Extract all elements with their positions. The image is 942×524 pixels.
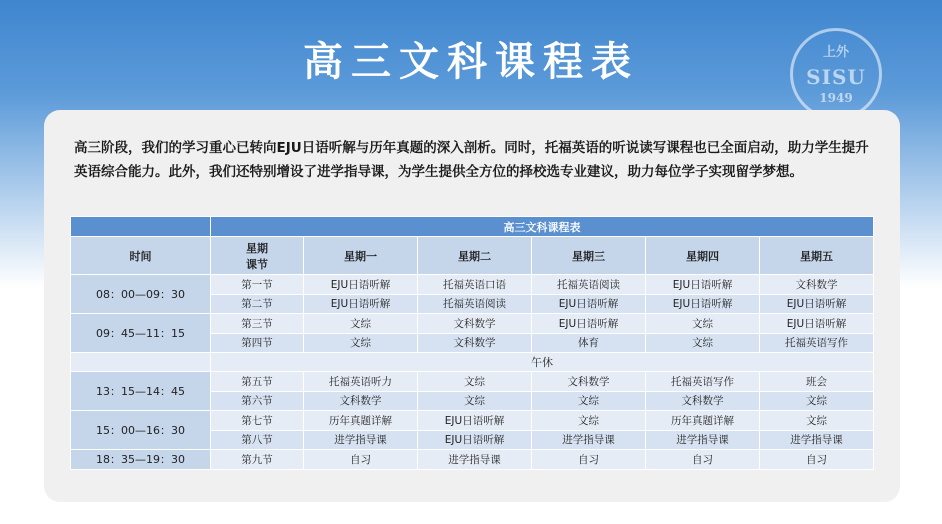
course-cell: EJU日语听解 (646, 294, 760, 314)
lunch-spacer (71, 353, 211, 372)
course-cell: 文综 (760, 391, 874, 411)
time-slot-4: 15：00—16：30 (71, 411, 211, 450)
course-cell: EJU日语听解 (760, 294, 874, 314)
course-cell: 文科数学 (418, 333, 532, 353)
course-cell: 托福英语听力 (304, 372, 418, 392)
course-cell: EJU日语听解 (418, 430, 532, 450)
lunch-row (71, 353, 874, 372)
course-cell: 进学指导课 (418, 450, 532, 470)
course-cell: 自习 (304, 450, 418, 470)
course-cell: 自习 (646, 450, 760, 470)
time-slot-5: 18：35—19：30 (71, 450, 211, 470)
period-cell: 第二节 (211, 294, 304, 314)
course-cell: 托福英语写作 (646, 372, 760, 392)
course-cell: 自习 (760, 450, 874, 470)
table-row (71, 372, 874, 392)
course-cell: EJU日语听解 (760, 314, 874, 334)
course-cell: 文综 (532, 411, 646, 431)
course-cell: 文科数学 (532, 372, 646, 392)
course-cell: 进学指导课 (646, 430, 760, 450)
course-cell: 托福英语写作 (760, 333, 874, 353)
course-cell: 文综 (532, 391, 646, 411)
course-cell: 文综 (418, 391, 532, 411)
schedule-table (70, 216, 874, 470)
course-cell: 历年真题详解 (646, 411, 760, 431)
course-cell: 文综 (304, 314, 418, 334)
header-day-3: 星期三 (532, 237, 646, 275)
course-cell: EJU日语听解 (418, 411, 532, 431)
course-cell: EJU日语听解 (646, 275, 760, 295)
period-cell: 第四节 (211, 333, 304, 353)
table-row (71, 411, 874, 431)
intro-paragraph: 高三阶段，我们的学习重心已转向EJU日语听解与历年真题的深入剖析。同时，托福英语的听说读写课程也已全面启动，助力学生提升英语综合能力。此外，我们还特别增设了进学指导课，为学生提供全方位的择校选专业建议，助力每位学子实现留学梦想。 (74, 140, 869, 180)
course-cell: 文综 (304, 333, 418, 353)
course-cell: 文综 (646, 314, 760, 334)
period-cell: 第三节 (211, 314, 304, 334)
course-cell: EJU日语听解 (304, 294, 418, 314)
header-day-5: 星期五 (760, 237, 874, 275)
course-cell: 进学指导课 (760, 430, 874, 450)
course-cell: 托福英语阅读 (418, 294, 532, 314)
course-cell: 文综 (418, 372, 532, 392)
time-slot-3: 13：15—14：45 (71, 372, 211, 411)
course-cell: 进学指导课 (532, 430, 646, 450)
time-slot-2: 09：45—11：15 (71, 314, 211, 353)
period-cell: 第五节 (211, 372, 304, 392)
period-cell: 第一节 (211, 275, 304, 295)
course-cell: EJU日语听解 (304, 275, 418, 295)
course-cell: 历年真题详解 (304, 411, 418, 431)
seal-year-text: 1949 (819, 91, 853, 105)
header-day-2: 星期二 (418, 237, 532, 275)
table-caption: 高三文科课程表 (211, 217, 874, 237)
lunch-label: 午休 (211, 353, 874, 372)
period-cell: 第六节 (211, 391, 304, 411)
course-cell: 托福英语口语 (418, 275, 532, 295)
period-cell: 第九节 (211, 450, 304, 470)
table-row (71, 450, 874, 470)
table-row (71, 314, 874, 334)
header-time: 时间 (71, 237, 211, 275)
page-title: 高三文科课程表 (303, 39, 639, 85)
course-cell: 托福英语阅读 (532, 275, 646, 295)
table-row (71, 275, 874, 295)
course-cell: EJU日语听解 (532, 314, 646, 334)
course-cell: 文科数学 (304, 391, 418, 411)
header-period: 星期 课节 (211, 237, 304, 275)
time-slot-1: 08：00—09：30 (71, 275, 211, 314)
period-cell: 第八节 (211, 430, 304, 450)
course-cell: 文科数学 (418, 314, 532, 334)
course-cell: 文综 (646, 333, 760, 353)
course-cell: 进学指导课 (304, 430, 418, 450)
school-seal-logo (790, 28, 882, 120)
seal-middle-text: SISU (806, 65, 866, 89)
course-cell: 文科数学 (646, 391, 760, 411)
caption-spacer (71, 217, 211, 237)
period-cell: 第七节 (211, 411, 304, 431)
header-day-1: 星期一 (304, 237, 418, 275)
seal-top-text: 上外 (822, 45, 849, 60)
course-cell: 班会 (760, 372, 874, 392)
course-cell: 文科数学 (760, 275, 874, 295)
header-day-4: 星期四 (646, 237, 760, 275)
course-cell: 自习 (532, 450, 646, 470)
course-cell: EJU日语听解 (532, 294, 646, 314)
course-cell: 文综 (760, 411, 874, 431)
course-cell: 体育 (532, 333, 646, 353)
